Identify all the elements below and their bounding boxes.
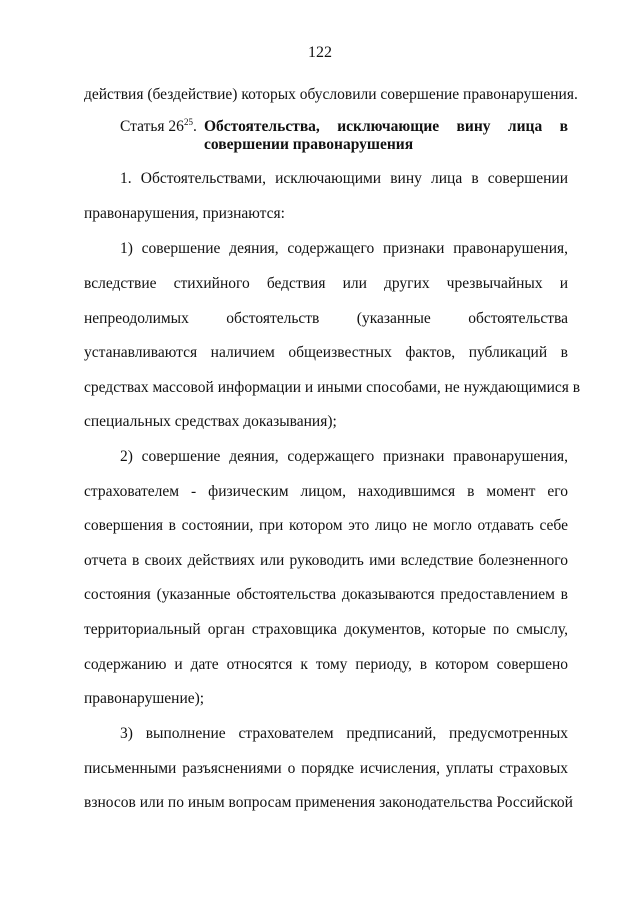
text-line: действия (бездействие) которых обусловили совершение правонарушения. [84,86,578,103]
paragraph-1-line-1: 1. Обстоятельствами, исключающими вину лица в совершении [120,170,568,187]
item-1-line-1: 1) совершение деяния, содержащего признаки правонарушения, [120,240,568,257]
page-number: 122 [308,44,332,61]
item-1-line-3: непреодолимых обстоятельств (указанные обстоятельства [84,310,568,327]
item-2-line-1: 2) совершение деяния, содержащего признаки правонарушения, [120,448,568,465]
item-2-line-5: состояния (указанные обстоятельства доказываются предоставлением в [84,586,568,603]
item-2-line-7: содержанию и дате относятся к тому периоду, в котором совершено [84,656,568,673]
paragraph-1-line-2: правонарушения, признаются: [84,205,285,222]
item-1-line-2: вследствие стихийного бедствия или других чрезвычайных и [84,275,568,292]
article-title-line-2: совершении правонарушения [204,136,414,153]
item-3-line-1: 3) выполнение страхователем предписаний, предусмотренных [120,725,568,742]
article-superscript: 25 [183,117,193,127]
article-prefix: Статья 26 [120,118,184,135]
item-3-line-3: взносов или по иным вопросам применения законодательства Российской [84,794,573,811]
item-3-line-2: письменными разъяснениями о порядке исчисления, уплаты страховых [84,760,568,777]
item-1-line-6: специальных средствах доказывания); [84,413,337,430]
article-suffix: . [192,118,197,135]
item-2-line-2: страхователем - физическим лицом, находившимся в момент его [84,483,568,500]
item-1-line-4: устанавливаются наличием общеизвестных фактов, публикаций в [84,344,568,361]
item-2-line-6: территориальный орган страховщика документов, которые по смыслу, [84,621,568,638]
article-number [120,118,197,136]
item-2-line-3: совершения в состоянии, при котором это лицо не могло отдавать себе [84,517,568,534]
article-title-line-1: Обстоятельства, исключающие вину лица в [204,118,568,135]
item-1-line-5: средствах массовой информации и иными способами, не нуждающимися в [84,379,581,396]
item-2-line-8: правонарушение); [84,690,205,707]
item-2-line-4: отчета в своих действиях или руководить ими вследствие болезненного [84,552,568,569]
